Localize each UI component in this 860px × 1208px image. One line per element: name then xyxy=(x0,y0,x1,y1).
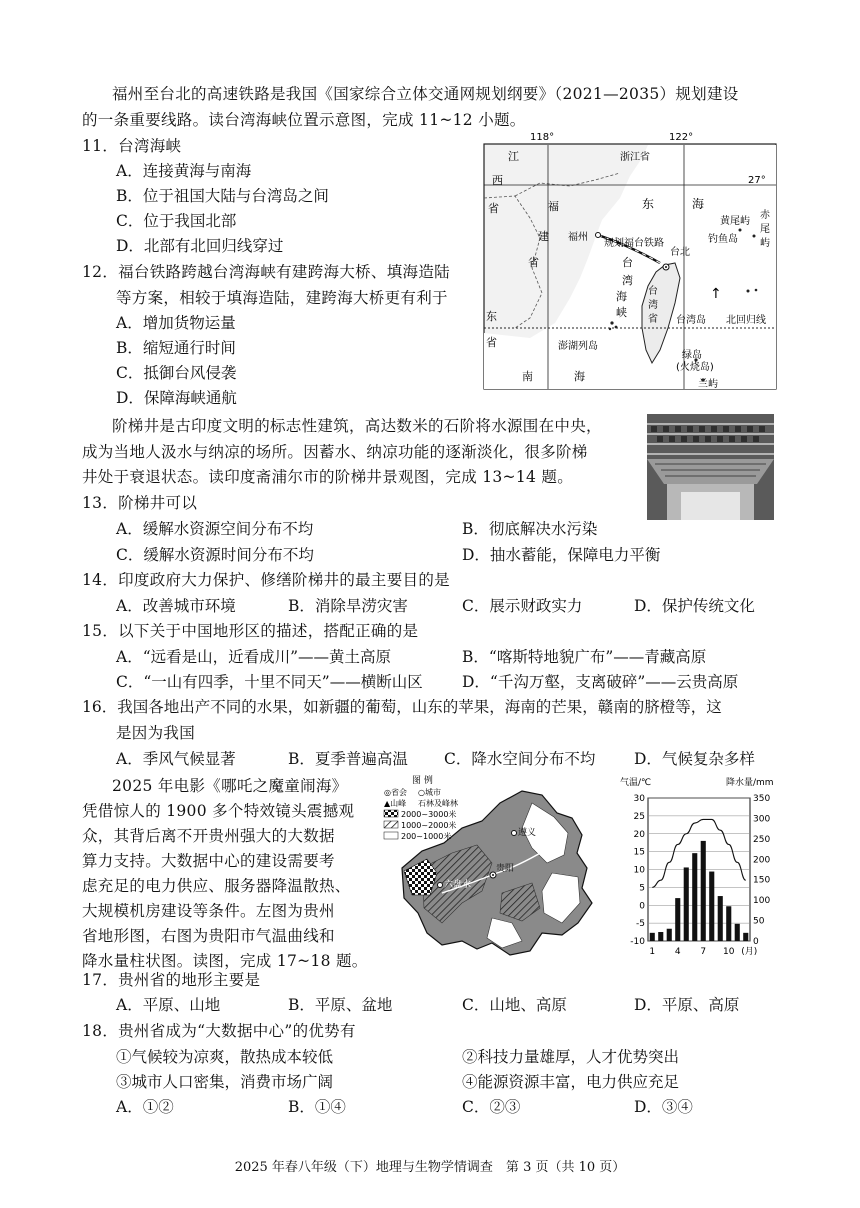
svg-text:东: 东 xyxy=(642,197,655,211)
svg-text:台: 台 xyxy=(622,256,633,269)
q13-option-b[interactable]: B．彻底解决水污染 xyxy=(462,520,598,538)
guiyang-climate-chart xyxy=(618,773,783,973)
lon-118-label: 118° xyxy=(530,132,555,143)
chart-right-tick: 200 xyxy=(753,855,771,866)
q14-option-d[interactable]: D．保护传统文化 xyxy=(634,597,755,615)
svg-text:南: 南 xyxy=(522,370,533,383)
precipitation-bar xyxy=(726,906,731,941)
precipitation-bar xyxy=(692,853,697,941)
q17-option-d[interactable]: D．平原、高原 xyxy=(634,996,740,1014)
intro-line: 成为当地人汲水与纳凉的场所。因蓄水、纳凉功能的逐渐淡化，很多阶梯 xyxy=(82,443,588,461)
chart-xlabel: (月) xyxy=(741,947,758,957)
q18-option-c[interactable]: C．②③ xyxy=(462,1098,521,1116)
svg-text:▲山峰: ▲山峰 xyxy=(384,799,407,808)
precipitation-bar xyxy=(658,932,663,941)
svg-text:台湾岛: 台湾岛 xyxy=(676,315,706,326)
svg-text:2000~3000米: 2000~3000米 xyxy=(401,810,457,819)
chart-right-tick: 0 xyxy=(753,937,759,947)
svg-text:省: 省 xyxy=(528,256,539,269)
q15-option-d[interactable]: D．“千沟万壑，支离破碎”——云贵高原 xyxy=(462,673,739,691)
svg-text:钓鱼岛: 钓鱼岛 xyxy=(708,234,738,245)
intro-line: 省地形图，右图为贵阳市气温曲线和 xyxy=(82,927,335,945)
legend-title: 图 例 xyxy=(412,776,433,786)
chart-x-tick: 7 xyxy=(700,947,707,957)
svg-text:规划福台铁路: 规划福台铁路 xyxy=(604,238,664,249)
chart-left-tick: 20 xyxy=(633,829,645,840)
q11-option-d[interactable]: D．北部有北回归线穿过 xyxy=(116,237,284,255)
intro-line: 井处于衰退状态。读印度斋浦尔市的阶梯井景观图，完成 13~14 题。 xyxy=(82,468,573,486)
precipitation-bar xyxy=(735,924,740,941)
q14-option-b[interactable]: B．消除旱涝灾害 xyxy=(288,597,408,615)
intro-line: 凭借惊人的 1900 多个特效镜头震撼观 xyxy=(82,802,355,820)
chart-right-tick: 350 xyxy=(753,794,771,804)
svg-text:尾: 尾 xyxy=(760,224,770,235)
question-16-stem-cont: 是因为我国 xyxy=(116,724,196,742)
chart-left-tick: 5 xyxy=(639,883,645,894)
chart-x-tick: 10 xyxy=(723,947,735,957)
intro-line: 的一条重要线路。读台湾海峡位置示意图，完成 11~12 小题。 xyxy=(82,111,526,129)
svg-text:峡: 峡 xyxy=(616,306,627,319)
svg-text:北回归线: 北回归线 xyxy=(726,315,766,326)
q12-option-b[interactable]: B．缩短通行时间 xyxy=(116,339,236,357)
question-18-stem: 18．贵州省成为“大数据中心”的优势有 xyxy=(82,1022,356,1040)
q12-option-a[interactable]: A．增加货物运量 xyxy=(116,314,236,332)
q15-option-a[interactable]: A．“远看是山，近看成川”——黄土高原 xyxy=(116,648,392,666)
question-15-stem: 15．以下关于中国地形区的描述，搭配正确的是 xyxy=(82,622,419,640)
svg-text:西: 西 xyxy=(492,174,503,187)
q18-option-b[interactable]: B．①④ xyxy=(288,1098,346,1116)
svg-text:澎湖列岛: 澎湖列岛 xyxy=(558,341,598,352)
chart-left-tick: -5 xyxy=(636,919,645,930)
svg-text:湾: 湾 xyxy=(622,274,633,287)
precipitation-bar xyxy=(650,933,655,941)
svg-text:江: 江 xyxy=(508,150,519,163)
question-13-stem: 13．阶梯井可以 xyxy=(82,494,198,512)
intro-line: 降水量柱状图。读图，完成 17~18 题。 xyxy=(82,952,368,970)
intro-line: 算力支持。大数据中心的建设需要考 xyxy=(82,852,335,870)
q18-statement-4: ④能源资源丰富，电力供应充足 xyxy=(462,1073,680,1091)
precipitation-bar xyxy=(675,898,680,941)
q12-option-c[interactable]: C．抵御台风侵袭 xyxy=(116,364,237,382)
q16-option-c[interactable]: C．降水空间分布不均 xyxy=(444,750,596,768)
svg-text:1000~2000米: 1000~2000米 xyxy=(401,821,457,830)
svg-text:绿岛: 绿岛 xyxy=(682,350,702,361)
intro-line: 阶梯井是古印度文明的标志性建筑，高达数米的石阶将水源围在中央， xyxy=(112,417,602,435)
svg-text:屿: 屿 xyxy=(760,238,770,249)
q17-option-b[interactable]: B．平原、盆地 xyxy=(288,996,393,1014)
chart-left-tick: 10 xyxy=(633,865,645,876)
q18-statement-3: ③城市人口密集，消费市场广阔 xyxy=(116,1073,334,1091)
chart-left-tick: 30 xyxy=(633,794,645,804)
precipitation-bar xyxy=(709,872,714,941)
q14-option-c[interactable]: C．展示财政实力 xyxy=(462,597,583,615)
svg-text:海: 海 xyxy=(616,290,627,303)
q11-option-a[interactable]: A．连接黄海与南海 xyxy=(116,162,252,180)
stepwell-photo xyxy=(647,414,774,520)
svg-text:福: 福 xyxy=(548,200,559,213)
q17-option-c[interactable]: C．山地、高原 xyxy=(462,996,567,1014)
svg-text:东: 东 xyxy=(486,310,497,323)
svg-text:○城市: ○城市 xyxy=(418,788,441,797)
q16-option-d[interactable]: D．气候复杂多样 xyxy=(634,750,755,768)
svg-text:(火烧岛): (火烧岛) xyxy=(676,362,714,373)
q15-option-b[interactable]: B．“喀斯特地貌广布”——青藏高原 xyxy=(462,648,707,666)
question-12-stem-cont: 等方案，相较于填海造陆，建跨海大桥更有利于 xyxy=(116,289,448,307)
intro-line: 福州至台北的高速铁路是我国《国家综合立体交通网规划纲要》（2021—2035）规划建设 xyxy=(112,85,739,103)
svg-text:省: 省 xyxy=(488,202,499,215)
question-17-stem: 17．贵州省的地形主要是 xyxy=(82,971,261,989)
question-14-stem: 14．印度政府大力保护、修缮阶梯井的最主要目的是 xyxy=(82,571,450,589)
chart-left-tick: 25 xyxy=(633,811,645,822)
svg-text:黄尾屿: 黄尾屿 xyxy=(720,216,750,227)
chart-left-tick: 15 xyxy=(633,847,645,858)
liupanshui-label: 六盘水 xyxy=(444,880,472,890)
chart-x-tick: 1 xyxy=(649,947,656,957)
temperature-curve xyxy=(652,819,746,887)
question-11-stem: 11．台湾海峡 xyxy=(82,137,182,155)
svg-text:200~1000米: 200~1000米 xyxy=(401,832,452,841)
chart-x-tick: 4 xyxy=(674,947,681,957)
chart-left-ylabel: 气温/℃ xyxy=(620,778,652,788)
svg-text:福州: 福州 xyxy=(568,232,588,243)
north-arrow: ↑ xyxy=(710,286,722,302)
precipitation-bar xyxy=(667,929,672,941)
svg-text:◎省会: ◎省会 xyxy=(384,788,407,797)
taiwan-strait-map xyxy=(470,128,780,393)
precipitation-bar xyxy=(684,867,689,941)
zunyi-label: 遵义 xyxy=(518,828,537,838)
q18-statement-1: ①气候较为凉爽，散热成本较低 xyxy=(116,1048,334,1066)
intro-line: 大规模机房建设等条件。左图为贵州 xyxy=(82,902,335,920)
svg-text:台: 台 xyxy=(648,286,658,297)
q16-option-a[interactable]: A．季风气候显著 xyxy=(116,750,236,768)
q16-option-b[interactable]: B．夏季普遍高温 xyxy=(288,750,408,768)
svg-text:海: 海 xyxy=(692,197,705,211)
precipitation-bar xyxy=(743,933,748,941)
q18-option-d[interactable]: D．③④ xyxy=(634,1098,693,1116)
svg-text:省: 省 xyxy=(648,314,658,325)
q13-option-d[interactable]: D．抽水蓄能，保障电力平衡 xyxy=(462,546,661,564)
chart-right-tick: 250 xyxy=(753,834,771,845)
svg-text:浙江省: 浙江省 xyxy=(620,152,650,163)
guizhou-terrain-map xyxy=(382,773,612,973)
q14-option-a[interactable]: A．改善城市环境 xyxy=(116,597,236,615)
svg-text:27°: 27° xyxy=(748,175,766,186)
svg-text:石林及峰林: 石林及峰林 xyxy=(418,799,458,808)
svg-text:赤: 赤 xyxy=(760,210,770,221)
q18-statement-2: ②科技力量雄厚，人才优势突出 xyxy=(462,1048,680,1066)
q18-option-a[interactable]: A．①② xyxy=(116,1098,174,1116)
guiyang-label: 贵阳 xyxy=(496,864,515,874)
q15-option-c[interactable]: C．“一山有四季，十里不同天”——横断山区 xyxy=(116,673,423,691)
q13-option-a[interactable]: A．缓解水资源空间分布不均 xyxy=(116,520,314,538)
chart-right-ylabel: 降水量/mm xyxy=(726,778,774,788)
precipitation-bar xyxy=(718,896,723,941)
intro-line: 虑充足的电力供应、服务器降温散热、 xyxy=(82,877,351,895)
q12-option-d[interactable]: D．保障海峡通航 xyxy=(116,389,237,407)
svg-text:台北: 台北 xyxy=(670,247,690,258)
intro-line: 2025 年电影《哪吒之魔童闹海》 xyxy=(112,777,348,795)
chart-right-tick: 100 xyxy=(753,896,771,907)
question-12-stem: 12．福台铁路跨越台湾海峡有建跨海大桥、填海造陆 xyxy=(82,263,450,281)
q13-option-c[interactable]: C．缓解水资源时间分布不均 xyxy=(116,546,314,564)
page-footer: 2025 年春八年级（下）地理与生物学情调查 第 3 页（共 10 页） xyxy=(234,1160,626,1175)
lon-122-label: 122° xyxy=(669,132,694,143)
q11-option-b[interactable]: B．位于祖国大陆与台湾岛之间 xyxy=(116,187,329,205)
q11-option-c[interactable]: C．位于我国北部 xyxy=(116,212,237,230)
svg-text:省: 省 xyxy=(486,336,497,349)
chart-right-tick: 150 xyxy=(753,875,771,886)
precipitation-bar xyxy=(701,841,706,941)
chart-left-tick: -10 xyxy=(630,937,645,947)
svg-text:建: 建 xyxy=(538,230,549,243)
chart-left-tick: 0 xyxy=(639,901,645,912)
svg-text:兰屿: 兰屿 xyxy=(698,379,718,390)
intro-line: 众，其背后离不开贵州强大的大数据 xyxy=(82,827,335,845)
chart-right-tick: 50 xyxy=(753,916,765,927)
svg-text:湾: 湾 xyxy=(648,300,658,311)
penghu-dot xyxy=(610,321,613,324)
question-16-stem: 16．我国各地出产不同的水果，如新疆的葡萄，山东的苹果，海南的芒果，赣南的脐橙等，这 xyxy=(82,698,722,716)
svg-text:海: 海 xyxy=(574,370,585,383)
q17-option-a[interactable]: A．平原、山地 xyxy=(116,996,221,1014)
chart-right-tick: 300 xyxy=(753,814,771,825)
